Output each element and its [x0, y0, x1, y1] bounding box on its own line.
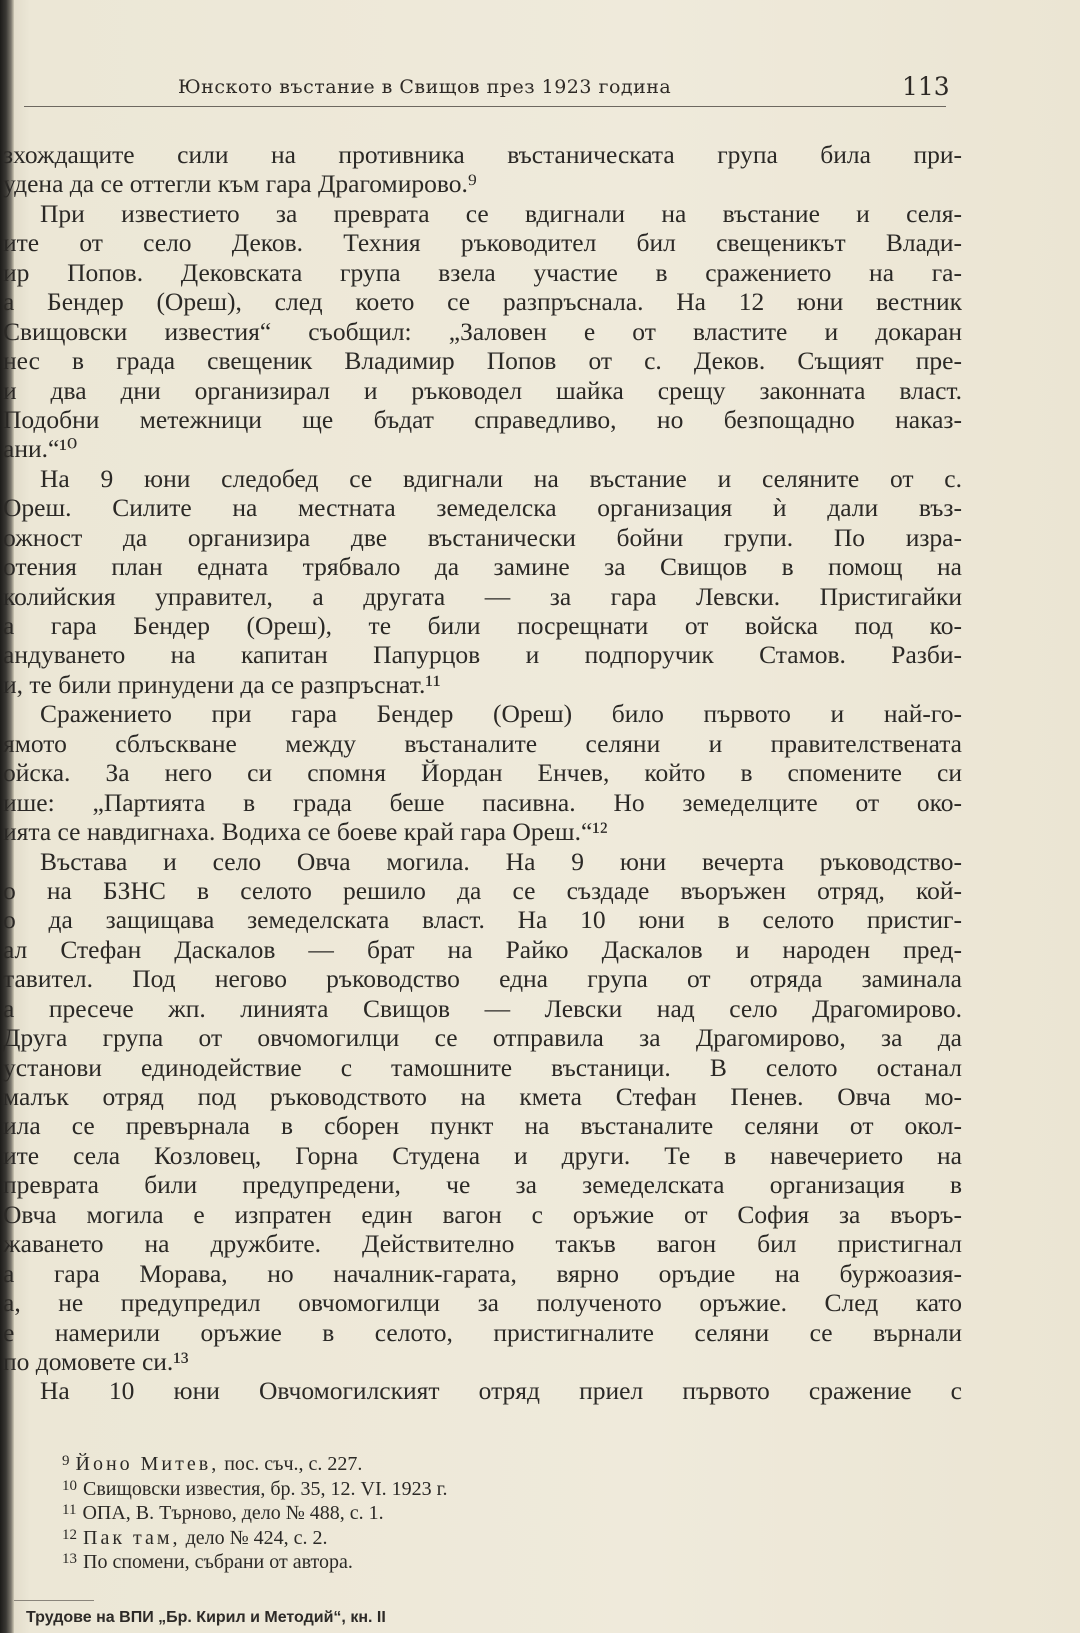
header-rule — [24, 106, 946, 107]
text-line: по домовете си.¹³ — [3, 1346, 189, 1376]
text-line: ила се превърнала в сборен пункт на въстаналите селяни от окол- — [3, 1111, 962, 1141]
text-line: жаването на дружбите. Действително такъв вагон бил пристигнал — [3, 1229, 962, 1259]
text-line: ал Стефан Даскалов — брат на Райко Даскалов и народен пред- — [3, 934, 962, 964]
footnote — [62, 1474, 448, 1499]
text-line: ожност да организира две въстанически бойни групи. По изра- — [3, 522, 962, 552]
footnote — [62, 1498, 448, 1523]
text-line: а гара Бендер (Ореш), те били посрещнати от войска под ко- — [3, 611, 962, 640]
footnote-text: пос. съч., с. 227. — [219, 1453, 363, 1475]
text-line: На 10 юни Овчомогилският отряд приел първото сражение с — [40, 1376, 962, 1406]
footnote-author: Пак там, — [83, 1526, 181, 1549]
text-line: ямото сблъскване между въстаналите селяни и правителствената — [3, 728, 962, 758]
footnote-number: 11 — [62, 1502, 77, 1518]
text-line: установи единодействие с тамошните въстаници. В селото останал — [3, 1052, 962, 1082]
text-line: Сражението при гара Бендер (Ореш) било първото и най-го- — [40, 699, 962, 729]
text-line: и, те били принудени да се разпръснат.¹¹ — [3, 669, 441, 699]
text-line: и два дни организирал и ръководел шайка срещу законната власт. — [3, 375, 962, 405]
text-line: удена да се оттегли към гара Драгомирово.⁹ — [3, 169, 477, 199]
footnotes — [62, 1449, 448, 1572]
running-title: Юнското въстание в Свищов през 1923 година — [178, 76, 672, 98]
text-line: Овча могила е изпратен един вагон с оръжие от София за въоръ- — [3, 1199, 962, 1229]
page-number: 113 — [902, 72, 950, 101]
footnote — [62, 1547, 448, 1572]
footnote — [62, 1523, 448, 1548]
text-line: андуването на капитан Папурцов и подпоручик Стамов. Разби- — [3, 640, 962, 670]
footnote-number: 12 — [62, 1526, 77, 1543]
text-line: На 9 юни следобед се вдигнали на въстание и селяните от с. — [40, 463, 962, 493]
text-line: Свищовски известия“ съобщил: „Заловен е от властите и докаран — [3, 316, 962, 346]
publication-imprint: Трудове на ВПИ „Бр. Кирил и Методий“, кн. II — [26, 1609, 386, 1626]
footnote — [62, 1449, 448, 1474]
text-line: тавител. Под негово ръководство една група от отряда заминала — [3, 964, 962, 994]
text-line: ир Попов. Дековската група взела участие в сражението на га- — [3, 257, 962, 287]
text-line: нес в града свещеник Владимир Попов от с. Деков. Същият пре- — [3, 346, 962, 376]
footnote-number: 13 — [62, 1551, 77, 1567]
footnote-text: ОПА, В. Търново, дело № 488, с. 1. — [82, 1502, 384, 1524]
text-line: ойска. За него си спомня Йордан Енчев, който в спомените си — [3, 758, 962, 788]
text-line: ията се навдигнаха. Водиха се боеве край гара Ореш.“¹² — [3, 817, 608, 847]
text-line: отения план едната трябвало да замине за Свищов в помощ на — [3, 552, 962, 582]
text-line: ани.“¹⁰ — [3, 434, 78, 464]
text-line: Ореш. Силите на местната земеделска организация ѝ дали въз- — [3, 493, 962, 523]
footnote-number: 10 — [62, 1477, 77, 1494]
footnote-text: дело № 424, с. 2. — [180, 1526, 328, 1549]
text-line: зхождащите сили на противника въстаническата група била при- — [3, 140, 962, 169]
text-line: Друга група от овчомогилци се отправила за Драгомирово, за да — [3, 1023, 962, 1053]
text-line: колийския управител, а другата — за гара Левски. Пристигайки — [3, 581, 962, 611]
text-line: Въстава и село Овча могила. На 9 юни вечерта ръководство- — [40, 846, 962, 876]
text-line: ите села Козловец, Горна Студена и други. Те в навечерието на — [3, 1140, 962, 1170]
body-text — [0, 140, 962, 1406]
footnote-author: Йоно Митев, — [75, 1453, 220, 1475]
text-line: ите от село Деков. Техния ръководител бил свещеникът Влади- — [3, 228, 962, 258]
text-line: о да защищава земеделската власт. На 10 юни в селото пристиг- — [3, 905, 962, 935]
text-line: о на БЗНС в селото решило да се създаде въоръжен отряд, кой- — [3, 875, 962, 905]
text-line: а Бендер (Ореш), след което се разпръснала. На 12 юни вестник — [3, 287, 962, 317]
text-line: е намерили оръжие в селото, пристигналите селяни се върнали — [3, 1317, 962, 1347]
footnote-text: Свищовски известия, бр. 35, 12. VI. 1923 г. — [83, 1477, 448, 1500]
footnote-text: По спомени, събрани от автора. — [83, 1551, 353, 1573]
text-line: ише: „Партията в града беше пасивна. Но земеделците от око- — [3, 787, 962, 817]
text-line: Подобни метежници ще бъдат справедливо, но безпощадно наказ- — [3, 404, 962, 434]
text-line: а, не предупредил овчомогилци за полученото оръжие. След като — [3, 1288, 962, 1318]
text-line: При известието за преврата се вдигнали на въстание и селя- — [40, 198, 962, 228]
text-line: а гара Морава, но началник-гарата, вярно оръдие на буржоазия- — [3, 1258, 962, 1288]
text-line: преврата били предупредени, че за земеделската организация в — [3, 1170, 962, 1200]
page-header — [0, 70, 960, 110]
bottom-rule — [14, 1600, 94, 1601]
text-line: малък отряд под ръководството на кмета Стефан Пенев. Овча мо- — [3, 1082, 962, 1111]
text-line: а пресече жп. линията Свищов — Левски над село Драгомирово. — [3, 993, 962, 1023]
footnote-number: 9 — [62, 1453, 70, 1469]
